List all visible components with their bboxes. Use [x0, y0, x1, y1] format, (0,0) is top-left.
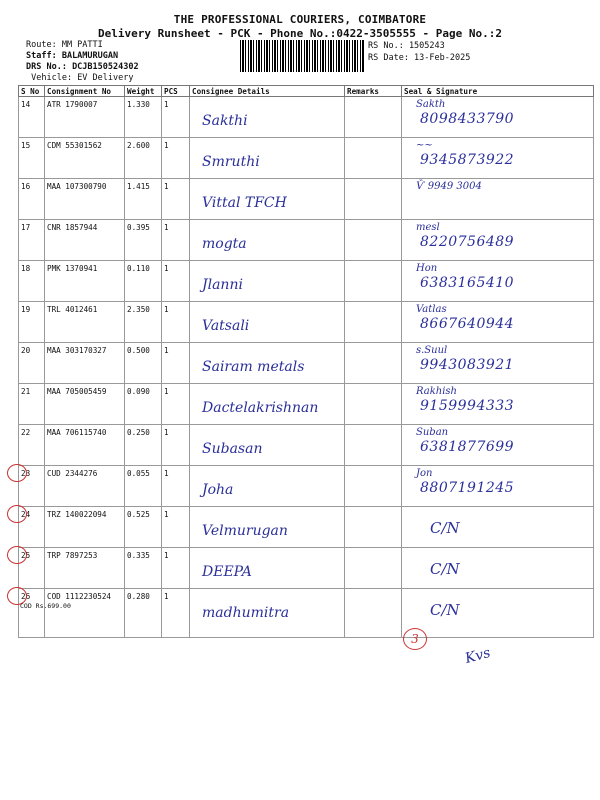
- pcs-cell: 1: [162, 589, 190, 638]
- remarks-cell: [345, 384, 402, 425]
- signature-handwriting: Hon: [416, 263, 438, 274]
- sno-value: 19: [21, 305, 31, 314]
- pcs-cell: 1: [162, 425, 190, 466]
- col-pcs: PCS: [162, 86, 190, 97]
- consignee-cell: [190, 589, 345, 638]
- col-seal: Seal & Signature: [402, 86, 594, 97]
- pcs-cell: 1: [162, 97, 190, 138]
- consignee-handwriting: mogta: [202, 236, 247, 252]
- phone-handwriting: 9943083921: [420, 357, 515, 373]
- remarks-cell: [345, 138, 402, 179]
- signature-handwriting: ~~: [416, 140, 433, 151]
- table-row: [19, 97, 594, 138]
- sno-value: 16: [21, 182, 31, 191]
- table-row: [19, 261, 594, 302]
- weight-cell: 1.415: [125, 179, 162, 220]
- sno-value: 17: [21, 223, 31, 232]
- sno-cell: [19, 425, 45, 466]
- rs-date: RS Date: 13-Feb-2025: [368, 53, 471, 63]
- consignment-cell: CDM 55301562: [45, 138, 125, 179]
- sno-value: 18: [21, 264, 31, 273]
- sno-cell: [19, 261, 45, 302]
- company-title: THE PROFESSIONAL COURIERS, COIMBATORE: [173, 13, 427, 26]
- table-row: [19, 466, 594, 507]
- staff-value: BALAMURUGAN: [61, 51, 119, 61]
- remarks-cell: [345, 589, 402, 638]
- consignment-cell: CNR 1857944: [45, 220, 125, 261]
- sno-cell: [19, 384, 45, 425]
- weight-cell: 0.250: [125, 425, 162, 466]
- consignee-handwriting: Sairam metals: [202, 359, 305, 375]
- weight-cell: 0.090: [125, 384, 162, 425]
- pcs-cell: 1: [162, 507, 190, 548]
- pcs-cell: 1: [162, 302, 190, 343]
- consignee-cell: [190, 302, 345, 343]
- table-row: [19, 548, 594, 589]
- signature-handwriting: mesl: [416, 222, 440, 233]
- remarks-cell: [345, 548, 402, 589]
- consignee-cell: [190, 507, 345, 548]
- col-remarks: Remarks: [345, 86, 402, 97]
- consignee-cell: [190, 97, 345, 138]
- sno-value: 14: [21, 100, 31, 109]
- col-consignee: Consignee Details: [190, 86, 345, 97]
- remarks-cell: [345, 179, 402, 220]
- consignee-handwriting: madhumitra: [202, 605, 290, 621]
- sno-cell: [19, 97, 45, 138]
- seal-cell: [402, 384, 594, 425]
- col-consignment: Consignment No: [45, 86, 125, 97]
- consignee-handwriting: Subasan: [202, 441, 263, 457]
- pcs-cell: 1: [162, 179, 190, 220]
- barcode: [240, 40, 364, 72]
- route-value: MM PATTI: [61, 40, 103, 50]
- consignee-handwriting: Vittal TFCH: [202, 195, 287, 211]
- sno-value: 25: [21, 551, 31, 560]
- phone-handwriting: 8098433790: [420, 111, 515, 127]
- remarks-cell: [345, 507, 402, 548]
- phone-handwriting: 8220756489: [420, 234, 515, 250]
- consignee-cell: [190, 466, 345, 507]
- consignee-cell: [190, 384, 345, 425]
- consignee-handwriting: Jlanni: [202, 277, 243, 293]
- phone-handwriting: 8807191245: [420, 480, 515, 496]
- phone-handwriting: C/N: [430, 519, 460, 537]
- consignee-cell: [190, 261, 345, 302]
- seal-cell: [402, 261, 594, 302]
- seal-cell: [402, 507, 594, 548]
- phone-handwriting: 6383165410: [420, 275, 515, 291]
- weight-cell: 0.525: [125, 507, 162, 548]
- weight-cell: 0.110: [125, 261, 162, 302]
- consignee-cell: [190, 179, 345, 220]
- consignment-cell: TRZ 140022094: [45, 507, 125, 548]
- consignee-handwriting: Dactelakrishnan: [202, 400, 319, 416]
- table-row: [19, 220, 594, 261]
- col-weight: Weight: [125, 86, 162, 97]
- table-row: [19, 302, 594, 343]
- consignment-cell: TRL 4012461: [45, 302, 125, 343]
- weight-cell: 1.330: [125, 97, 162, 138]
- sno-cell: [19, 343, 45, 384]
- pcs-cell: 1: [162, 138, 190, 179]
- final-initials: Kvs: [463, 644, 493, 668]
- table-row: [19, 343, 594, 384]
- sno-value: 15: [21, 141, 31, 150]
- consignee-cell: [190, 548, 345, 589]
- consignee-cell: [190, 343, 345, 384]
- sno-value: 20: [21, 346, 31, 355]
- consignee-cell: [190, 220, 345, 261]
- sno-cell: [19, 507, 45, 548]
- sno-cell: [19, 548, 45, 589]
- consignee-handwriting: Joha: [202, 482, 234, 498]
- consignment-cell: TRP 7897253: [45, 548, 125, 589]
- header-right-block: [368, 40, 470, 64]
- seal-cell: [402, 343, 594, 384]
- remarks-cell: [345, 220, 402, 261]
- remarks-cell: [345, 302, 402, 343]
- consignment-cell: COD 1112230524: [45, 589, 125, 638]
- signature-handwriting: Jon: [416, 468, 433, 479]
- seal-cell: [402, 138, 594, 179]
- seal-cell: [402, 425, 594, 466]
- phone-handwriting: 9345873922: [420, 152, 515, 168]
- table-row: [19, 589, 594, 638]
- sno-cell: [19, 302, 45, 343]
- col-sno: S No: [19, 86, 45, 97]
- sno-cell: [19, 589, 45, 638]
- signature-handwriting: Vatlas: [416, 304, 447, 315]
- vehicle-value: EV Delivery: [77, 73, 134, 83]
- weight-cell: 2.350: [125, 302, 162, 343]
- circled-count: 3: [403, 628, 427, 650]
- signature-handwriting: Sakth: [416, 99, 446, 110]
- phone-handwriting: C/N: [430, 560, 460, 578]
- sno-value: 26: [21, 592, 31, 601]
- rs-number: RS No.: 1505243: [368, 41, 445, 51]
- route-line: Route: MM PATTI: [26, 40, 103, 50]
- circle-mark: [7, 505, 27, 523]
- consignment-cell: MAA 107300790: [45, 179, 125, 220]
- table-header-row: [19, 86, 594, 97]
- phone-handwriting: 6381877699: [420, 439, 515, 455]
- consignment-cell: CUD 2344276: [45, 466, 125, 507]
- runsheet-subtitle: Delivery Runsheet - PCK - Phone No.:0422-3505555 - Page No.:2: [98, 27, 502, 40]
- phone-handwriting: 9159994333: [420, 398, 515, 414]
- pcs-cell: 1: [162, 261, 190, 302]
- circle-mark: [7, 464, 27, 482]
- table-row: [19, 138, 594, 179]
- sno-cell: [19, 466, 45, 507]
- weight-cell: 0.055: [125, 466, 162, 507]
- consignment-cell: MAA 303170327: [45, 343, 125, 384]
- consignment-cell: ATR 1790007: [45, 97, 125, 138]
- signature-handwriting: s.Suul: [416, 345, 448, 356]
- consignee-handwriting: Velmurugan: [202, 523, 288, 539]
- consignee-handwriting: Smruthi: [202, 154, 260, 170]
- pcs-cell: 1: [162, 343, 190, 384]
- consignee-handwriting: DEEPA: [202, 564, 252, 580]
- circle-mark: [7, 546, 27, 564]
- seal-cell: [402, 548, 594, 589]
- consignee-handwriting: Vatsali: [202, 318, 250, 334]
- pcs-cell: 1: [162, 548, 190, 589]
- pcs-cell: 1: [162, 466, 190, 507]
- pcs-cell: 1: [162, 384, 190, 425]
- remarks-cell: [345, 343, 402, 384]
- seal-cell: [402, 302, 594, 343]
- seal-cell: [402, 589, 594, 638]
- weight-cell: 0.280: [125, 589, 162, 638]
- sno-value: 24: [21, 510, 31, 519]
- sno-cell: [19, 179, 45, 220]
- sno-value: 23: [21, 469, 31, 478]
- runsheet-table: [18, 85, 594, 638]
- consignee-handwriting: Sakthi: [202, 113, 248, 129]
- seal-cell: [402, 466, 594, 507]
- table-row: [19, 507, 594, 548]
- remarks-cell: [345, 425, 402, 466]
- seal-cell: [402, 220, 594, 261]
- remarks-cell: [345, 466, 402, 507]
- remarks-cell: [345, 261, 402, 302]
- table-row: [19, 179, 594, 220]
- sno-cell: [19, 220, 45, 261]
- consignment-cell: PMK 1370941: [45, 261, 125, 302]
- drs-value: DCJB150524302: [72, 62, 139, 72]
- remarks-cell: [345, 97, 402, 138]
- header-left-block: [26, 40, 139, 84]
- consignment-cell: MAA 705005459: [45, 384, 125, 425]
- sno-value: 21: [21, 387, 31, 396]
- phone-handwriting: C/N: [430, 601, 460, 619]
- consignee-cell: [190, 425, 345, 466]
- weight-cell: 0.395: [125, 220, 162, 261]
- consignee-cell: [190, 138, 345, 179]
- drs-line: DRS No.: DCJB150524302: [26, 62, 139, 72]
- signature-handwriting: Suban: [416, 427, 449, 438]
- signature-handwriting: Ѷ 9949 3004: [416, 181, 482, 192]
- table-row: [19, 425, 594, 466]
- signature-handwriting: Rakhish: [416, 386, 457, 397]
- phone-handwriting: 8667640944: [420, 316, 515, 332]
- consignment-cell: MAA 706115740: [45, 425, 125, 466]
- pcs-cell: 1: [162, 220, 190, 261]
- staff-line: Staff: BALAMURUGAN: [26, 51, 119, 61]
- cod-amount: COD Rs.699.00: [20, 602, 71, 610]
- table-row: [19, 384, 594, 425]
- sno-value: 22: [21, 428, 31, 437]
- weight-cell: 0.335: [125, 548, 162, 589]
- sno-cell: [19, 138, 45, 179]
- vehicle-line: Vehicle: EV Delivery: [31, 73, 134, 83]
- seal-cell: [402, 179, 594, 220]
- weight-cell: 2.600: [125, 138, 162, 179]
- weight-cell: 0.500: [125, 343, 162, 384]
- seal-cell: [402, 97, 594, 138]
